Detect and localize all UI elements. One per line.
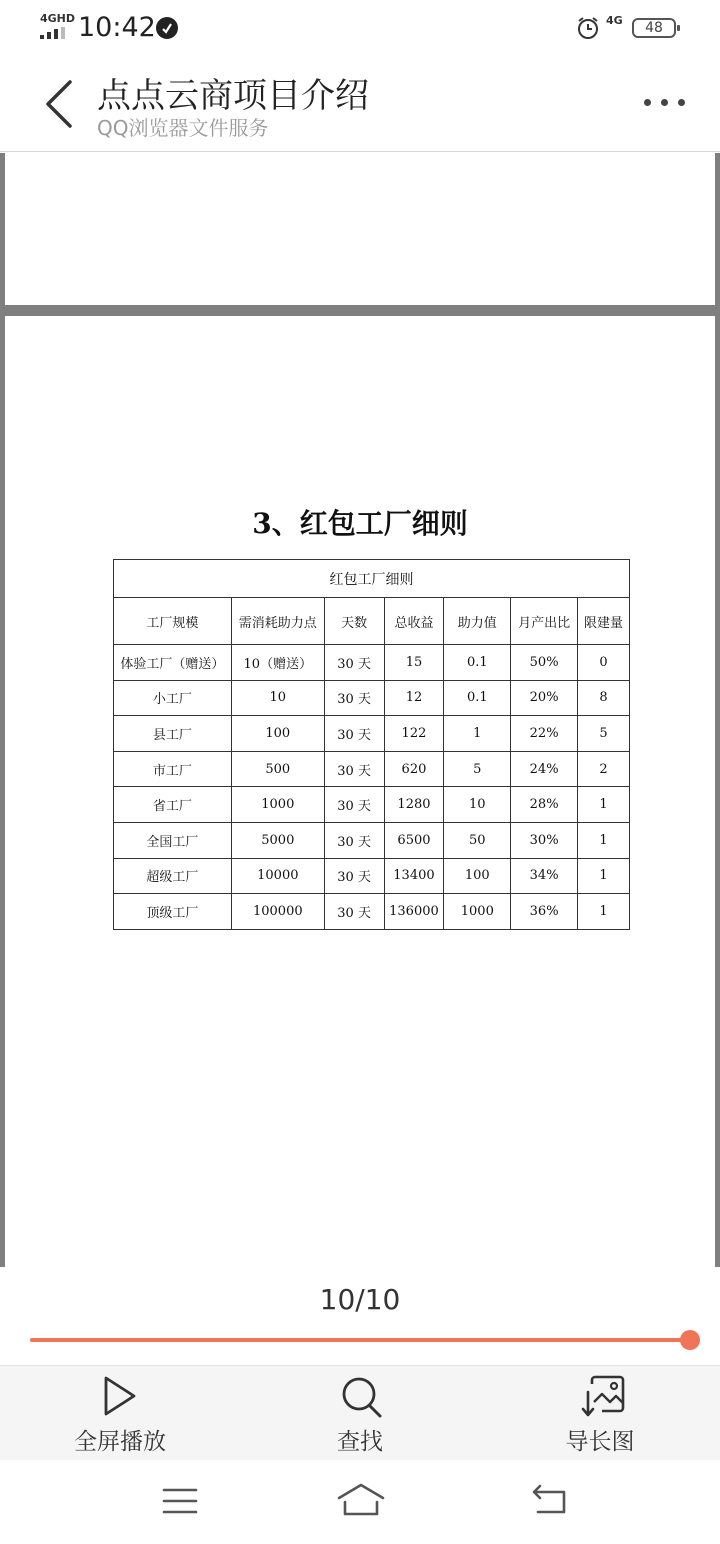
table-cell: 县工厂	[114, 716, 232, 752]
table-cell: 100	[231, 716, 324, 752]
table-cell: 36%	[511, 894, 578, 930]
chevron-left-icon	[36, 74, 86, 134]
table-cell: 620	[384, 751, 444, 787]
section-title: 3、红包工厂细则	[252, 507, 468, 540]
table-cell: 30%	[511, 822, 578, 858]
table-cell: 5	[444, 751, 511, 787]
table-cell: 30 天	[324, 822, 384, 858]
page-slider[interactable]	[30, 1338, 690, 1342]
table-cell: 省工厂	[114, 787, 232, 823]
current-page	[5, 316, 715, 1267]
notification-icon	[156, 17, 178, 39]
table-cell: 122	[384, 716, 444, 752]
long-image-label: 导长图	[565, 1429, 635, 1455]
page-slider-thumb[interactable]	[680, 1330, 700, 1350]
table-cell: 6500	[384, 822, 444, 858]
system-navigation	[0, 1460, 720, 1544]
table-cell: 5	[578, 716, 630, 752]
fullscreen-button[interactable]	[40, 1366, 200, 1461]
table-row	[114, 894, 630, 930]
more-dots-icon	[644, 99, 651, 106]
table-cell: 0	[578, 645, 630, 681]
home-icon	[336, 1480, 386, 1520]
table-row	[114, 787, 630, 823]
table-cell: 10（赠送）	[231, 645, 324, 681]
table-cell: 顶级工厂	[114, 894, 232, 930]
battery-indicator: 48	[632, 18, 676, 38]
table-cell: 30 天	[324, 645, 384, 681]
find-button[interactable]	[280, 1366, 440, 1461]
column-header: 天数	[324, 598, 384, 645]
table-cell: 10	[231, 680, 324, 716]
find-label: 查找	[337, 1429, 383, 1455]
page-slider-fill	[30, 1338, 690, 1342]
alarm-icon	[576, 16, 600, 40]
column-header: 工厂规模	[114, 598, 232, 645]
table-cell: 15	[384, 645, 444, 681]
column-header: 限建量	[578, 598, 630, 645]
menu-icon	[158, 1480, 202, 1520]
back-nav-button[interactable]	[528, 1480, 572, 1520]
table-cell: 22%	[511, 716, 578, 752]
bottom-toolbar	[0, 1365, 720, 1460]
table-cell: 100000	[231, 894, 324, 930]
page-indicator: 10/10	[319, 1283, 401, 1316]
table-cell: 34%	[511, 858, 578, 894]
table-cell: 2	[578, 751, 630, 787]
fullscreen-label: 全屏播放	[74, 1429, 166, 1455]
table-row	[114, 716, 630, 752]
column-header: 助力值	[444, 598, 511, 645]
table-cell: 1	[578, 822, 630, 858]
table-row	[114, 680, 630, 716]
table-cell: 0.1	[444, 645, 511, 681]
page-subtitle: QQ浏览器文件服务	[97, 116, 269, 140]
table-cell: 市工厂	[114, 751, 232, 787]
table-cell: 50	[444, 822, 511, 858]
table-cell: 1	[578, 894, 630, 930]
table-cell: 12	[384, 680, 444, 716]
more-button[interactable]	[640, 88, 690, 118]
table-cell: 超级工厂	[114, 858, 232, 894]
table-cell: 13400	[384, 858, 444, 894]
table-cell: 20%	[511, 680, 578, 716]
menu-nav-button[interactable]	[158, 1480, 202, 1520]
table-cell: 28%	[511, 787, 578, 823]
table-cell: 30 天	[324, 858, 384, 894]
table-cell: 24%	[511, 751, 578, 787]
table-cell: 8	[578, 680, 630, 716]
pager	[0, 1267, 720, 1365]
play-icon	[100, 1374, 140, 1418]
table-cell: 50%	[511, 645, 578, 681]
table-row	[114, 645, 630, 681]
table-cell: 1000	[231, 787, 324, 823]
table-row	[114, 858, 630, 894]
table-row	[114, 751, 630, 787]
table-header-row	[114, 598, 630, 645]
long-image-icon	[580, 1374, 626, 1420]
return-icon	[528, 1480, 572, 1520]
table-cell: 0.1	[444, 680, 511, 716]
table-cell: 500	[231, 751, 324, 787]
table-cell: 10000	[231, 858, 324, 894]
table-cell: 30 天	[324, 680, 384, 716]
home-nav-button[interactable]	[336, 1480, 386, 1520]
table-cell: 1280	[384, 787, 444, 823]
clock: 10:42	[78, 12, 156, 43]
search-icon	[340, 1374, 384, 1420]
signal-icon	[40, 27, 70, 39]
table-cell: 30 天	[324, 751, 384, 787]
table-cell: 5000	[231, 822, 324, 858]
page-title: 点点云商项目介绍	[97, 76, 369, 116]
table-cell: 30 天	[324, 716, 384, 752]
table-cell: 30 天	[324, 787, 384, 823]
status-bar	[0, 0, 720, 58]
network-badge: 4GHD	[40, 12, 76, 25]
column-header: 总收益	[384, 598, 444, 645]
table-cell: 1	[578, 787, 630, 823]
factory-table	[113, 559, 630, 930]
table-cell: 1	[444, 716, 511, 752]
table-caption-row	[114, 560, 630, 598]
table-cell: 100	[444, 858, 511, 894]
table-cell: 全国工厂	[114, 822, 232, 858]
table-cell: 1	[578, 858, 630, 894]
table-cell: 体验工厂（赠送）	[114, 645, 232, 681]
table-caption: 红包工厂细则	[114, 560, 630, 598]
network-right: 4G	[606, 14, 623, 27]
column-header: 需消耗助力点	[231, 598, 324, 645]
back-button[interactable]	[36, 74, 86, 134]
table-cell: 小工厂	[114, 680, 232, 716]
app-header	[0, 58, 720, 152]
table-cell: 10	[444, 787, 511, 823]
table-row	[114, 822, 630, 858]
long-image-button[interactable]	[520, 1366, 680, 1461]
column-header: 月产出比	[511, 598, 578, 645]
document-viewer[interactable]	[0, 153, 720, 1267]
table-cell: 30 天	[324, 894, 384, 930]
table-cell: 136000	[384, 894, 444, 930]
table-cell: 1000	[444, 894, 511, 930]
previous-page	[5, 153, 715, 305]
